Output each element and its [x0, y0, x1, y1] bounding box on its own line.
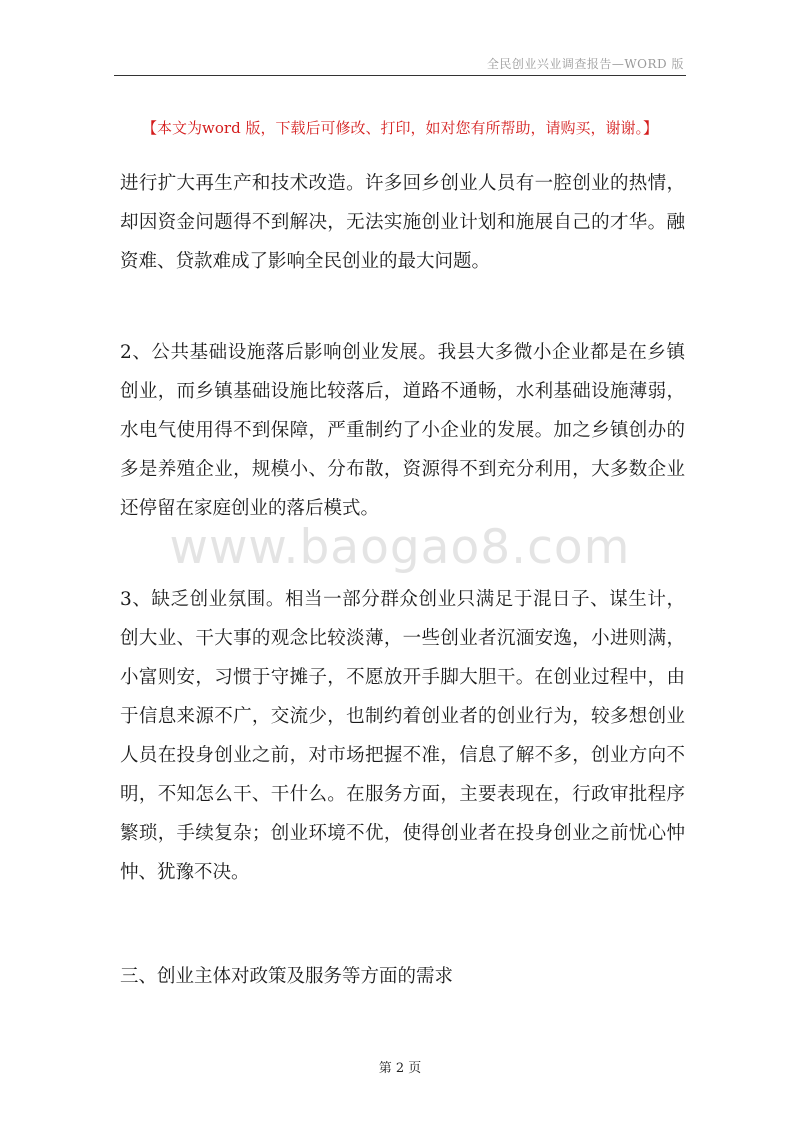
paragraph-line: 还停留在家庭创业的落后模式。: [120, 498, 380, 519]
paragraph-line: 人员在投身创业之前，对市场把握不准，信息了解不多，创业方向不: [120, 745, 685, 766]
paragraph-line: 于信息来源不广，交流少，也制约着创业者的创业行为，较多想创业: [120, 706, 685, 727]
paragraph-line: 明，不知怎么干、干什么。在服务方面，主要表现在，行政审批程序: [120, 784, 685, 805]
paragraph-line: 多是养殖企业，规模小、分布散，资源得不到充分利用，大多数企业: [120, 459, 685, 480]
paragraph-line: 创大业、干大事的观念比较淡薄，一些创业者沉湎安逸，小进则满，: [120, 628, 685, 649]
paragraph-line: 忡、犹豫不决。: [120, 862, 250, 883]
download-notice: 【本文为word 版，下载后可修改、打印，如对您有所帮助，请购买，谢谢。】: [142, 119, 658, 137]
paragraph-line: 繁琐，手续复杂；创业环境不优，使得创业者在投身创业之前忧心忡: [120, 823, 685, 844]
paragraph-line: 资难、贷款难成了影响全民创业的最大问题。: [120, 251, 491, 272]
watermark-text: www.baogao8.com: [169, 520, 631, 575]
paragraph-line: 却因资金问题得不到解决，无法实施创业计划和施展自己的才华。融: [120, 212, 685, 233]
header-divider: [114, 75, 686, 76]
paragraph-financing: [120, 164, 685, 281]
paragraph-line: 2、公共基础设施落后影响创业发展。我县大多微小企业都是在乡镇: [120, 342, 685, 363]
paragraph-infrastructure: [120, 333, 685, 528]
header-title: 全民创业兴业调查报告—WORD 版: [486, 57, 684, 71]
paragraph-line: 3、缺乏创业氛围。相当一部分群众创业只满足于混日子、谋生计，: [120, 589, 685, 610]
section-heading-text: 三、创业主体对政策及服务等方面的需求: [120, 966, 454, 987]
paragraph-line: 水电气使用得不到保障，严重制约了小企业的发展。加之乡镇创办的: [120, 420, 685, 441]
paragraph-line: 创业，而乡镇基础设施比较落后，道路不通畅，水利基础设施薄弱，: [120, 381, 685, 402]
paragraph-line: 小富则安，习惯于守摊子，不愿放开手脚大胆干。在创业过程中，由: [120, 667, 685, 688]
paragraph-line: 进行扩大再生产和技术改造。许多回乡创业人员有一腔创业的热情，: [120, 173, 685, 194]
page-number: 第 2 页: [378, 1061, 422, 1076]
paragraph-atmosphere: [120, 580, 685, 892]
section-heading: [120, 957, 685, 996]
